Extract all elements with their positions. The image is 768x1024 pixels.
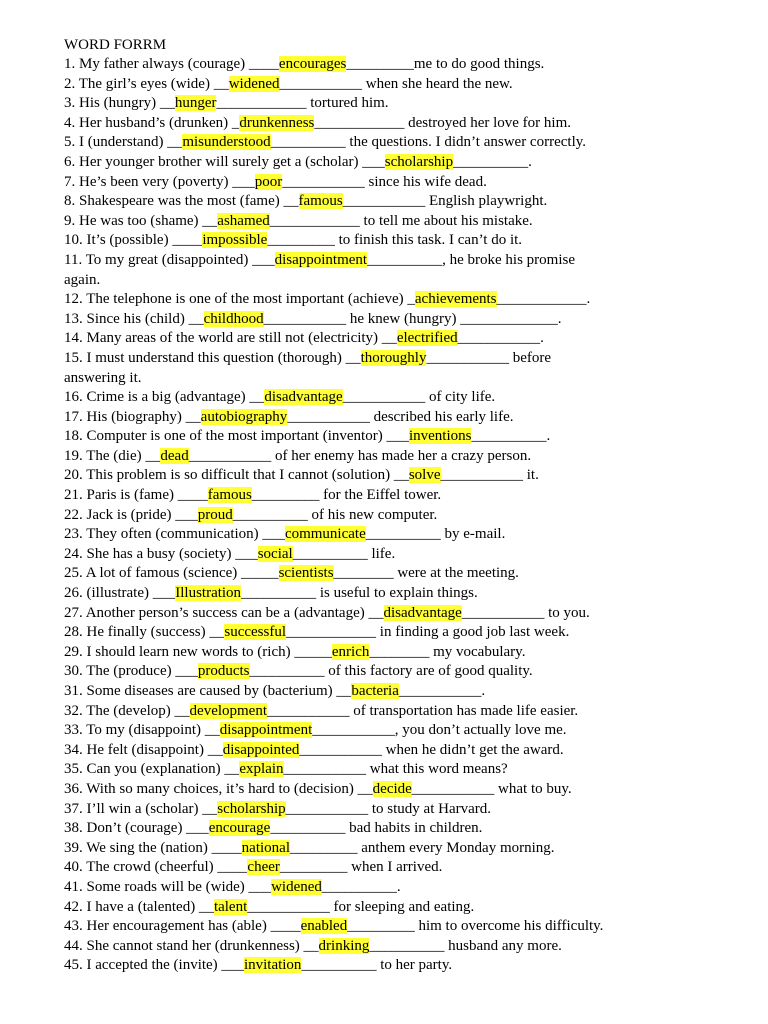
item-number: 29. bbox=[64, 643, 83, 660]
item-prompt: I should learn new words to (rich) _____ bbox=[86, 643, 332, 660]
item-prompt: The (produce) ___ bbox=[86, 663, 198, 680]
item-number: 21. bbox=[64, 487, 83, 504]
item-rest: ___________ it. bbox=[440, 467, 539, 484]
worksheet-title: WORD FORRM bbox=[64, 37, 167, 53]
item-prompt: The (develop) __ bbox=[86, 702, 190, 719]
item-prompt: Her encouragement has (able) ____ bbox=[86, 918, 301, 935]
exercise-item bbox=[64, 486, 724, 506]
exercise-item bbox=[64, 800, 724, 820]
item-prompt: She cannot stand her (drunkenness) __ bbox=[86, 937, 319, 954]
item-prompt: Since his (child) __ bbox=[86, 310, 204, 327]
exercise-item bbox=[64, 780, 724, 800]
highlighted-answer: bacteria bbox=[351, 683, 399, 699]
item-number: 41. bbox=[64, 878, 83, 895]
item-prompt: We sing the (nation) ____ bbox=[86, 839, 242, 856]
item-prompt: He felt (disappoint) __ bbox=[86, 741, 223, 758]
item-prompt: His (hungry) __ bbox=[79, 95, 175, 112]
item-number: 31. bbox=[64, 683, 83, 699]
highlighted-answer: widened bbox=[228, 75, 280, 92]
item-prompt: With so many choices, it’s hard to (decision) __ bbox=[86, 780, 373, 797]
highlighted-answer: poor bbox=[254, 173, 283, 190]
item-prompt: They often (communication) ___ bbox=[86, 526, 285, 543]
item-number: 15. bbox=[64, 349, 83, 366]
item-rest: ___________ what to buy. bbox=[411, 780, 572, 797]
item-rest: ___________ English playwright. bbox=[342, 193, 548, 210]
item-number: 42. bbox=[64, 898, 83, 915]
item-number: 5. bbox=[64, 134, 76, 151]
item-number: 38. bbox=[64, 820, 83, 837]
item-rest: __________ of his new computer. bbox=[232, 506, 438, 523]
item-number: 18. bbox=[64, 428, 83, 445]
item-number: 28. bbox=[64, 624, 83, 641]
exercise-item bbox=[64, 329, 724, 349]
item-rest: _________ for the Eiffel tower. bbox=[251, 487, 442, 504]
item-rest: _________ him to overcome his difficulty. bbox=[347, 918, 604, 935]
highlighted-answer: encourage bbox=[208, 820, 271, 837]
item-number: 6. bbox=[64, 153, 76, 170]
highlighted-answer: disappointment bbox=[219, 722, 313, 739]
highlighted-answer: invitation bbox=[243, 957, 302, 974]
item-rest: ___________. bbox=[398, 683, 486, 699]
highlighted-answer: electrified bbox=[396, 330, 458, 347]
item-rest: ___________ described his early life. bbox=[287, 408, 514, 425]
exercise-item bbox=[64, 114, 724, 134]
exercise-item bbox=[64, 525, 724, 545]
item-rest: ____________ destroyed her love for him. bbox=[314, 114, 572, 131]
exercise-item bbox=[64, 702, 724, 722]
item-number: 13. bbox=[64, 310, 83, 327]
item-prompt: She has a busy (society) ___ bbox=[86, 545, 258, 562]
highlighted-answer: enabled bbox=[300, 918, 348, 935]
item-rest: ___________ since his wife dead. bbox=[282, 173, 487, 190]
item-number: 35. bbox=[64, 761, 83, 778]
item-number: 33. bbox=[64, 722, 83, 739]
item-prompt: The crowd (cheerful) ____ bbox=[86, 859, 248, 876]
highlighted-answer: impossible bbox=[202, 232, 268, 249]
highlighted-answer: communicate bbox=[284, 526, 366, 543]
item-prompt: I must understand this question (thorough) __ bbox=[86, 349, 361, 366]
exercise-item bbox=[64, 506, 724, 526]
item-rest: ___________ to study at Harvard. bbox=[285, 800, 492, 817]
item-prompt: The telephone is one of the most important (achieve) _ bbox=[86, 291, 415, 308]
highlighted-answer: disadvantage bbox=[383, 604, 462, 621]
exercise-item bbox=[64, 584, 724, 604]
item-rest: ___________ to you. bbox=[461, 604, 590, 621]
exercise-item bbox=[64, 956, 724, 976]
exercise-item bbox=[64, 643, 724, 663]
exercise-item bbox=[64, 858, 724, 878]
highlighted-answer: scholarship bbox=[384, 153, 454, 170]
highlighted-answer: dead bbox=[160, 447, 189, 464]
item-rest: ___________ for sleeping and eating. bbox=[247, 898, 475, 915]
item-number: 26. bbox=[64, 585, 83, 602]
item-number: 24. bbox=[64, 545, 83, 562]
highlighted-answer: hunger bbox=[174, 95, 217, 112]
exercise-item bbox=[64, 349, 724, 369]
item-number: 20. bbox=[64, 467, 83, 484]
highlighted-answer: drunkenness bbox=[239, 114, 315, 131]
exercise-item bbox=[64, 466, 724, 486]
item-rest: __________ to her party. bbox=[301, 957, 453, 974]
exercise-item bbox=[64, 153, 724, 173]
item-prompt: Paris is (fame) ____ bbox=[86, 487, 208, 504]
highlighted-answer: disadvantage bbox=[264, 389, 343, 406]
exercise-item bbox=[64, 55, 724, 75]
item-prompt: Her younger brother will surely get a (scholar) ___ bbox=[79, 153, 385, 170]
item-number: 7. bbox=[64, 173, 76, 190]
item-number: 30. bbox=[64, 663, 83, 680]
highlighted-answer: achievements bbox=[414, 291, 497, 308]
highlighted-answer: widened bbox=[271, 878, 322, 895]
highlighted-answer: scholarship bbox=[217, 800, 286, 817]
exercise-item bbox=[64, 447, 724, 467]
item-number: 40. bbox=[64, 859, 83, 876]
item-rest: ___________ when he didn’t get the award. bbox=[299, 741, 564, 758]
item-number: 39. bbox=[64, 839, 83, 856]
exercise-item bbox=[64, 682, 724, 702]
highlighted-answer: social bbox=[257, 545, 293, 562]
item-prompt: Don’t (courage) ___ bbox=[86, 820, 209, 837]
item-rest: ___________ he knew (hungry) _____________. bbox=[263, 310, 562, 327]
exercise-item bbox=[64, 662, 724, 682]
item-prompt: Crime is a big (advantage) __ bbox=[86, 389, 265, 406]
item-rest: ___________, you don’t actually love me. bbox=[312, 722, 567, 739]
item-continuation: answering it. bbox=[64, 369, 142, 386]
item-rest: ___________ before bbox=[426, 349, 552, 366]
highlighted-answer: proud bbox=[197, 506, 233, 523]
exercise-item bbox=[64, 231, 724, 251]
exercise-item bbox=[64, 173, 724, 193]
item-rest: ____________. bbox=[496, 291, 591, 308]
exercise-item bbox=[64, 917, 724, 937]
item-number: 1. bbox=[64, 56, 76, 72]
highlighted-answer: solve bbox=[408, 467, 441, 484]
highlighted-answer: national bbox=[241, 839, 290, 856]
item-number: 25. bbox=[64, 565, 83, 582]
item-number: 45. bbox=[64, 957, 83, 974]
highlighted-answer: development bbox=[189, 702, 268, 719]
item-number: 17. bbox=[64, 408, 83, 425]
item-prompt: He finally (success) __ bbox=[86, 624, 225, 641]
item-rest: ___________ of transportation has made life easier. bbox=[267, 702, 579, 719]
item-number: 32. bbox=[64, 702, 83, 719]
item-prompt: Shakespeare was the most (fame) __ bbox=[79, 193, 299, 210]
item-prompt: I accepted the (invite) ___ bbox=[86, 957, 244, 974]
exercise-item bbox=[64, 721, 724, 741]
exercise-item bbox=[64, 212, 724, 232]
exercise-item bbox=[64, 427, 724, 447]
highlighted-answer: decide bbox=[372, 780, 412, 797]
item-rest: __________ husband any more. bbox=[369, 937, 562, 954]
item-prompt: Many areas of the world are still not (electricity) __ bbox=[86, 330, 397, 347]
exercise-item bbox=[64, 878, 724, 898]
item-rest: ____________ to tell me about his mistake. bbox=[269, 212, 533, 229]
item-rest: __________ by e-mail. bbox=[365, 526, 506, 543]
highlighted-answer: famous bbox=[298, 193, 343, 210]
highlighted-answer: cheer bbox=[247, 859, 280, 876]
item-number: 4. bbox=[64, 114, 76, 131]
item-rest: __________ of this factory are of good quality. bbox=[249, 663, 533, 680]
item-number: 8. bbox=[64, 193, 76, 210]
highlighted-answer: products bbox=[197, 663, 250, 680]
highlighted-answer: disappointment bbox=[274, 251, 368, 268]
highlighted-answer: disappointed bbox=[222, 741, 300, 758]
item-prompt: Jack is (pride) ___ bbox=[86, 506, 198, 523]
item-prompt: Some roads will be (wide) ___ bbox=[86, 878, 272, 895]
highlighted-answer: childhood bbox=[203, 310, 264, 327]
item-number: 16. bbox=[64, 389, 83, 406]
item-number: 43. bbox=[64, 918, 83, 935]
highlighted-answer: ashamed bbox=[217, 212, 270, 229]
item-prompt: Can you (explanation) __ bbox=[86, 761, 240, 778]
exercise-item bbox=[64, 741, 724, 761]
item-rest: ___________ of city life. bbox=[342, 389, 496, 406]
item-prompt: The girl’s eyes (wide) __ bbox=[78, 75, 229, 92]
item-rest: __________ the questions. I didn’t answer correctly. bbox=[270, 134, 587, 151]
item-rest: ____________ tortured him. bbox=[216, 95, 389, 112]
exercise-item bbox=[64, 251, 724, 271]
exercise-item bbox=[64, 388, 724, 408]
item-continuation: again. bbox=[64, 271, 101, 288]
item-number: 10. bbox=[64, 232, 83, 249]
item-prompt: I have a (talented) __ bbox=[86, 898, 214, 915]
exercise-item bbox=[64, 94, 724, 114]
item-rest: ____________ in finding a good job last week. bbox=[286, 624, 570, 641]
item-rest: ___________. bbox=[457, 330, 544, 347]
item-rest: _________ when I arrived. bbox=[279, 859, 443, 876]
item-number: 19. bbox=[64, 447, 83, 464]
exercise-item bbox=[64, 760, 724, 780]
item-number: 9. bbox=[64, 212, 76, 229]
exercise-item bbox=[64, 545, 724, 565]
exercise-item bbox=[64, 819, 724, 839]
item-prompt: I (understand) __ bbox=[79, 134, 183, 151]
exercise-item bbox=[64, 937, 724, 957]
item-number: 12. bbox=[64, 291, 83, 308]
item-number: 11. bbox=[64, 251, 83, 268]
item-rest: _________ anthem every Monday morning. bbox=[290, 839, 555, 856]
highlighted-answer: autobiography bbox=[200, 408, 288, 425]
item-rest: _________ to finish this task. I can’t do it. bbox=[267, 232, 523, 249]
item-rest: __________ life. bbox=[292, 545, 396, 562]
item-number: 23. bbox=[64, 526, 83, 543]
highlighted-answer: inventions bbox=[408, 428, 472, 445]
item-rest: _________me to do good things. bbox=[346, 56, 545, 72]
item-number: 36. bbox=[64, 780, 83, 797]
item-rest: ___________ when she heard the new. bbox=[279, 75, 513, 92]
exercise-item bbox=[64, 192, 724, 212]
item-prompt: Some diseases are caused by (bacterium) __ bbox=[86, 683, 352, 699]
item-prompt: He was too (shame) __ bbox=[79, 212, 218, 229]
exercise-list bbox=[64, 55, 724, 976]
exercise-item bbox=[64, 290, 724, 310]
item-prompt: Her husband’s (drunken) _ bbox=[79, 114, 240, 131]
item-number: 22. bbox=[64, 506, 83, 523]
item-rest: __________. bbox=[321, 878, 401, 895]
highlighted-answer: thoroughly bbox=[360, 349, 427, 366]
highlighted-answer: famous bbox=[207, 487, 252, 504]
item-prompt: The (die) __ bbox=[86, 447, 161, 464]
exercise-item bbox=[64, 133, 724, 153]
item-prompt: To my (disappoint) __ bbox=[86, 722, 220, 739]
exercise-item bbox=[64, 898, 724, 918]
item-number: 2. bbox=[64, 75, 76, 92]
item-prompt: Another person’s success can be a (advantage) __ bbox=[85, 604, 384, 621]
highlighted-answer: Illustration bbox=[175, 585, 242, 602]
item-rest: ________ were at the meeting. bbox=[333, 565, 519, 582]
item-rest: __________ is useful to explain things. bbox=[241, 585, 478, 602]
item-prompt: This problem is so difficult that I cannot (solution) __ bbox=[86, 467, 409, 484]
item-rest: __________. bbox=[453, 153, 532, 170]
highlighted-answer: encourages bbox=[278, 56, 347, 72]
highlighted-answer: successful bbox=[224, 624, 287, 641]
item-prompt: Computer is one of the most important (inventor) ___ bbox=[86, 428, 409, 445]
item-number: 44. bbox=[64, 937, 83, 954]
item-prompt: To my great (disappointed) ___ bbox=[85, 251, 275, 268]
exercise-item bbox=[64, 623, 724, 643]
highlighted-answer: enrich bbox=[331, 643, 370, 660]
exercise-item bbox=[64, 310, 724, 330]
item-prompt: (illustrate) ___ bbox=[86, 585, 176, 602]
item-rest: __________, he broke his promise bbox=[367, 251, 575, 268]
item-number: 37. bbox=[64, 800, 83, 817]
item-number: 27. bbox=[64, 604, 83, 621]
highlighted-answer: talent bbox=[213, 898, 248, 915]
exercise-item bbox=[64, 408, 724, 428]
item-rest: ___________ what this word means? bbox=[283, 761, 508, 778]
item-rest: __________. bbox=[471, 428, 551, 445]
highlighted-answer: explain bbox=[239, 761, 284, 778]
exercise-item bbox=[64, 604, 724, 624]
exercise-item bbox=[64, 75, 724, 95]
item-number: 3. bbox=[64, 95, 76, 112]
item-number: 14. bbox=[64, 330, 83, 347]
exercise-item bbox=[64, 564, 724, 584]
item-number: 34. bbox=[64, 741, 83, 758]
item-prompt: A lot of famous (science) _____ bbox=[85, 565, 279, 582]
item-rest: ________ my vocabulary. bbox=[369, 643, 526, 660]
item-prompt: His (biography) __ bbox=[86, 408, 201, 425]
item-prompt: I’ll win a (scholar) __ bbox=[86, 800, 218, 817]
highlighted-answer: misunderstood bbox=[182, 134, 271, 151]
item-prompt: He’s been very (poverty) ___ bbox=[79, 173, 255, 190]
item-rest: ___________ of her enemy has made her a crazy person. bbox=[188, 447, 532, 464]
item-prompt: My father always (courage) ____ bbox=[79, 56, 279, 72]
highlighted-answer: scientists bbox=[278, 565, 334, 582]
item-rest: __________ bad habits in children. bbox=[270, 820, 483, 837]
exercise-item bbox=[64, 839, 724, 859]
highlighted-answer: drinking bbox=[318, 937, 370, 954]
item-prompt: It’s (possible) ____ bbox=[86, 232, 203, 249]
